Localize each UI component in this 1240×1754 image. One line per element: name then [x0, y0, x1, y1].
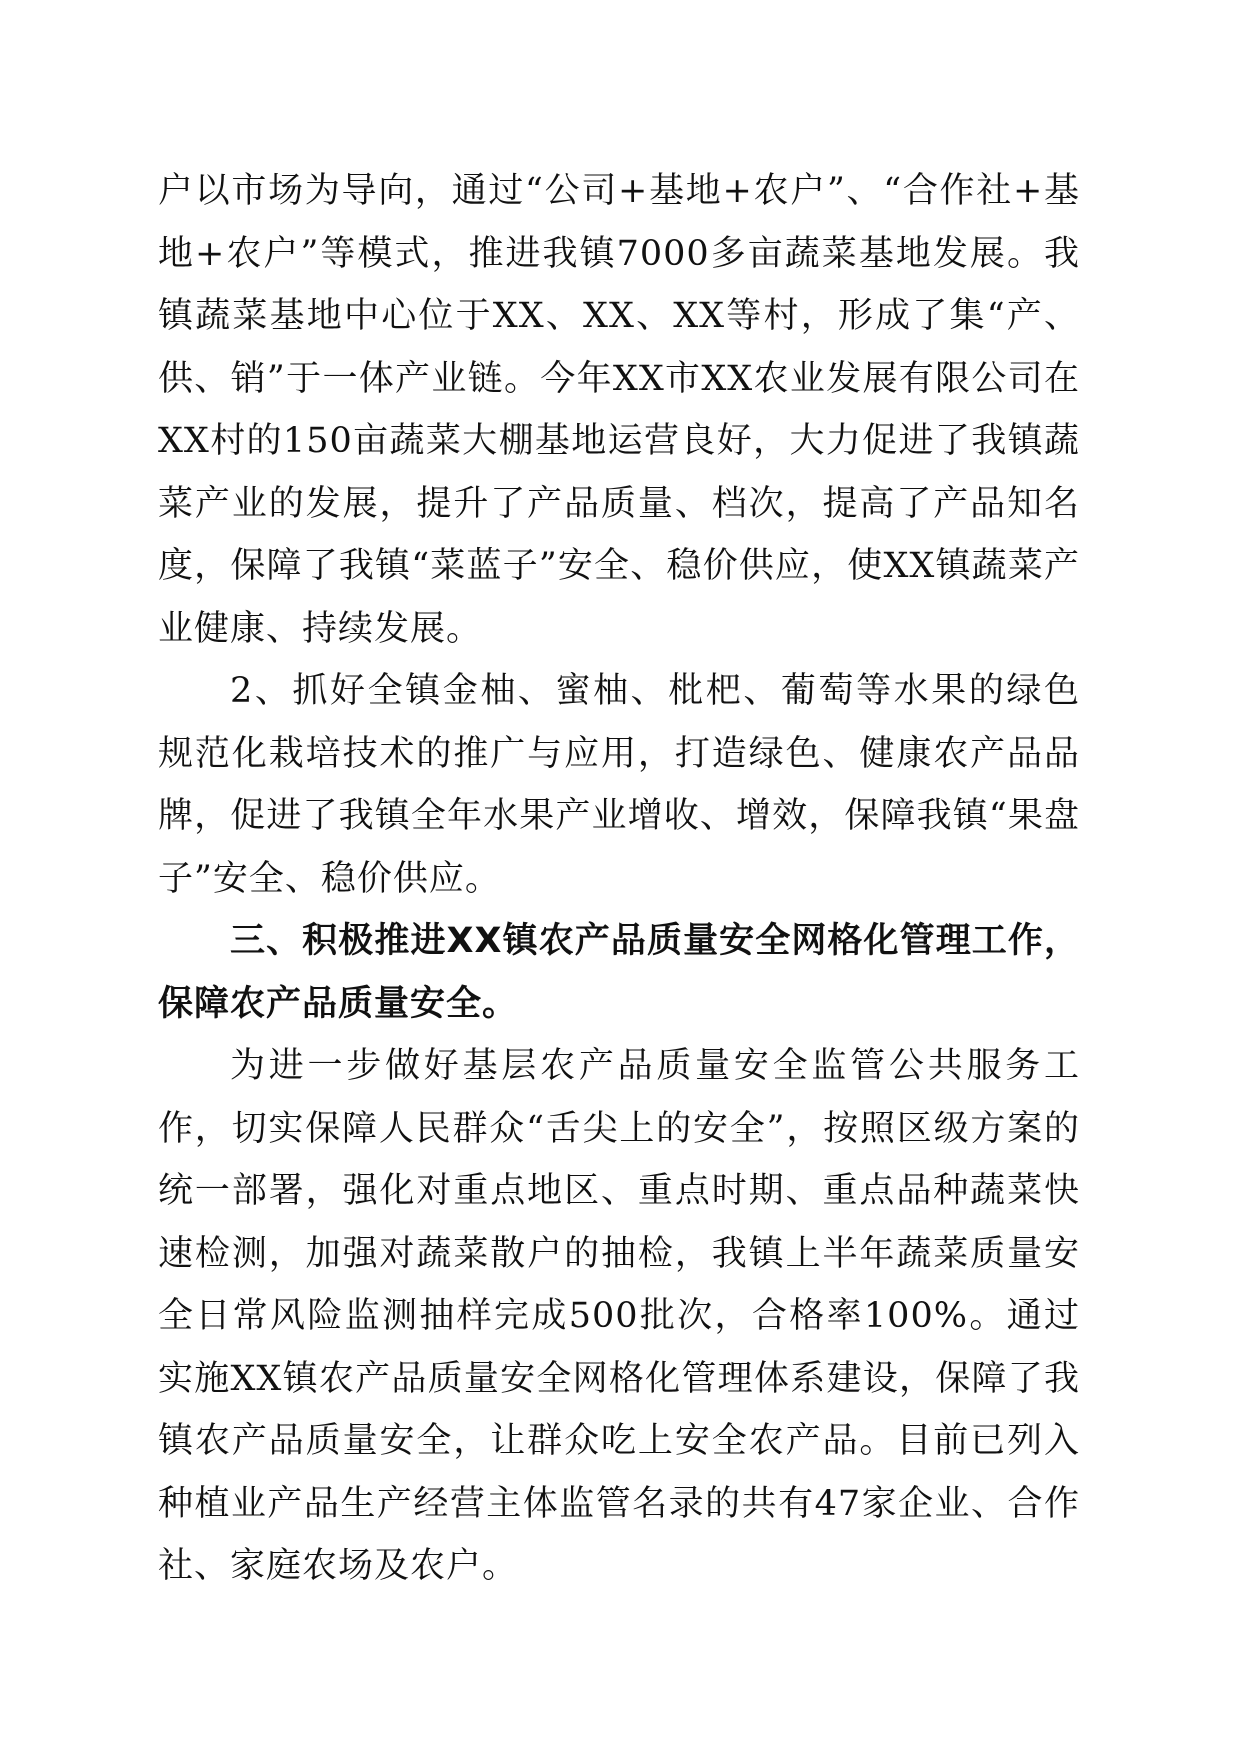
- document-page: [158, 160, 1080, 1598]
- paragraph-fruit-cultivation: 2、抓好全镇金柚、蜜柚、枇杷、葡萄等水果的绿色规范化栽培技术的推广与应用，打造绿色、健康农产品品牌，促进了我镇全年水果产业增收、增效，保障我镇“果盘子”安全、稳价供应。: [158, 671, 1080, 899]
- paragraph-vegetable-base: 户以市场为导向，通过“公司+基地+农户”、“合作社+基地+农户”等模式，推进我镇7000多亩蔬菜基地发展。我镇蔬菜基地中心位于XX、XX、XX等村，形成了集“产、供、销”于一体产业链。今年XX市XX农业发展有限公司在XX村的150亩蔬菜大棚基地运营良好，大力促进了我镇蔬菜产业的发展，提升了产品质量、档次，提高了产品知名度，保障了我镇“菜蓝子”安全、稳价供应，使XX镇蔬菜产业健康、持续发展。: [158, 171, 1080, 649]
- section-heading-quality-safety: 三、积极推进XX镇农产品质量安全网格化管理工作，保障农产品质量安全。: [158, 921, 1080, 1024]
- paragraph-quality-supervision: 为进一步做好基层农产品质量安全监管公共服务工作，切实保障人民群众“舌尖上的安全”，按照区级方案的统一部署，强化对重点地区、重点时期、重点品种蔬菜快速检测，加强对蔬菜散户的抽检，我镇上半年蔬菜质量安全日常风险监测抽样完成500批次，合格率100%。通过实施XX镇农产品质量安全网格化管理体系建设，保障了我镇农产品质量安全，让群众吃上安全农产品。目前已列入种植业产品生产经营主体监管名录的共有47家企业、合作社、家庭农场及农户。: [158, 1046, 1080, 1586]
